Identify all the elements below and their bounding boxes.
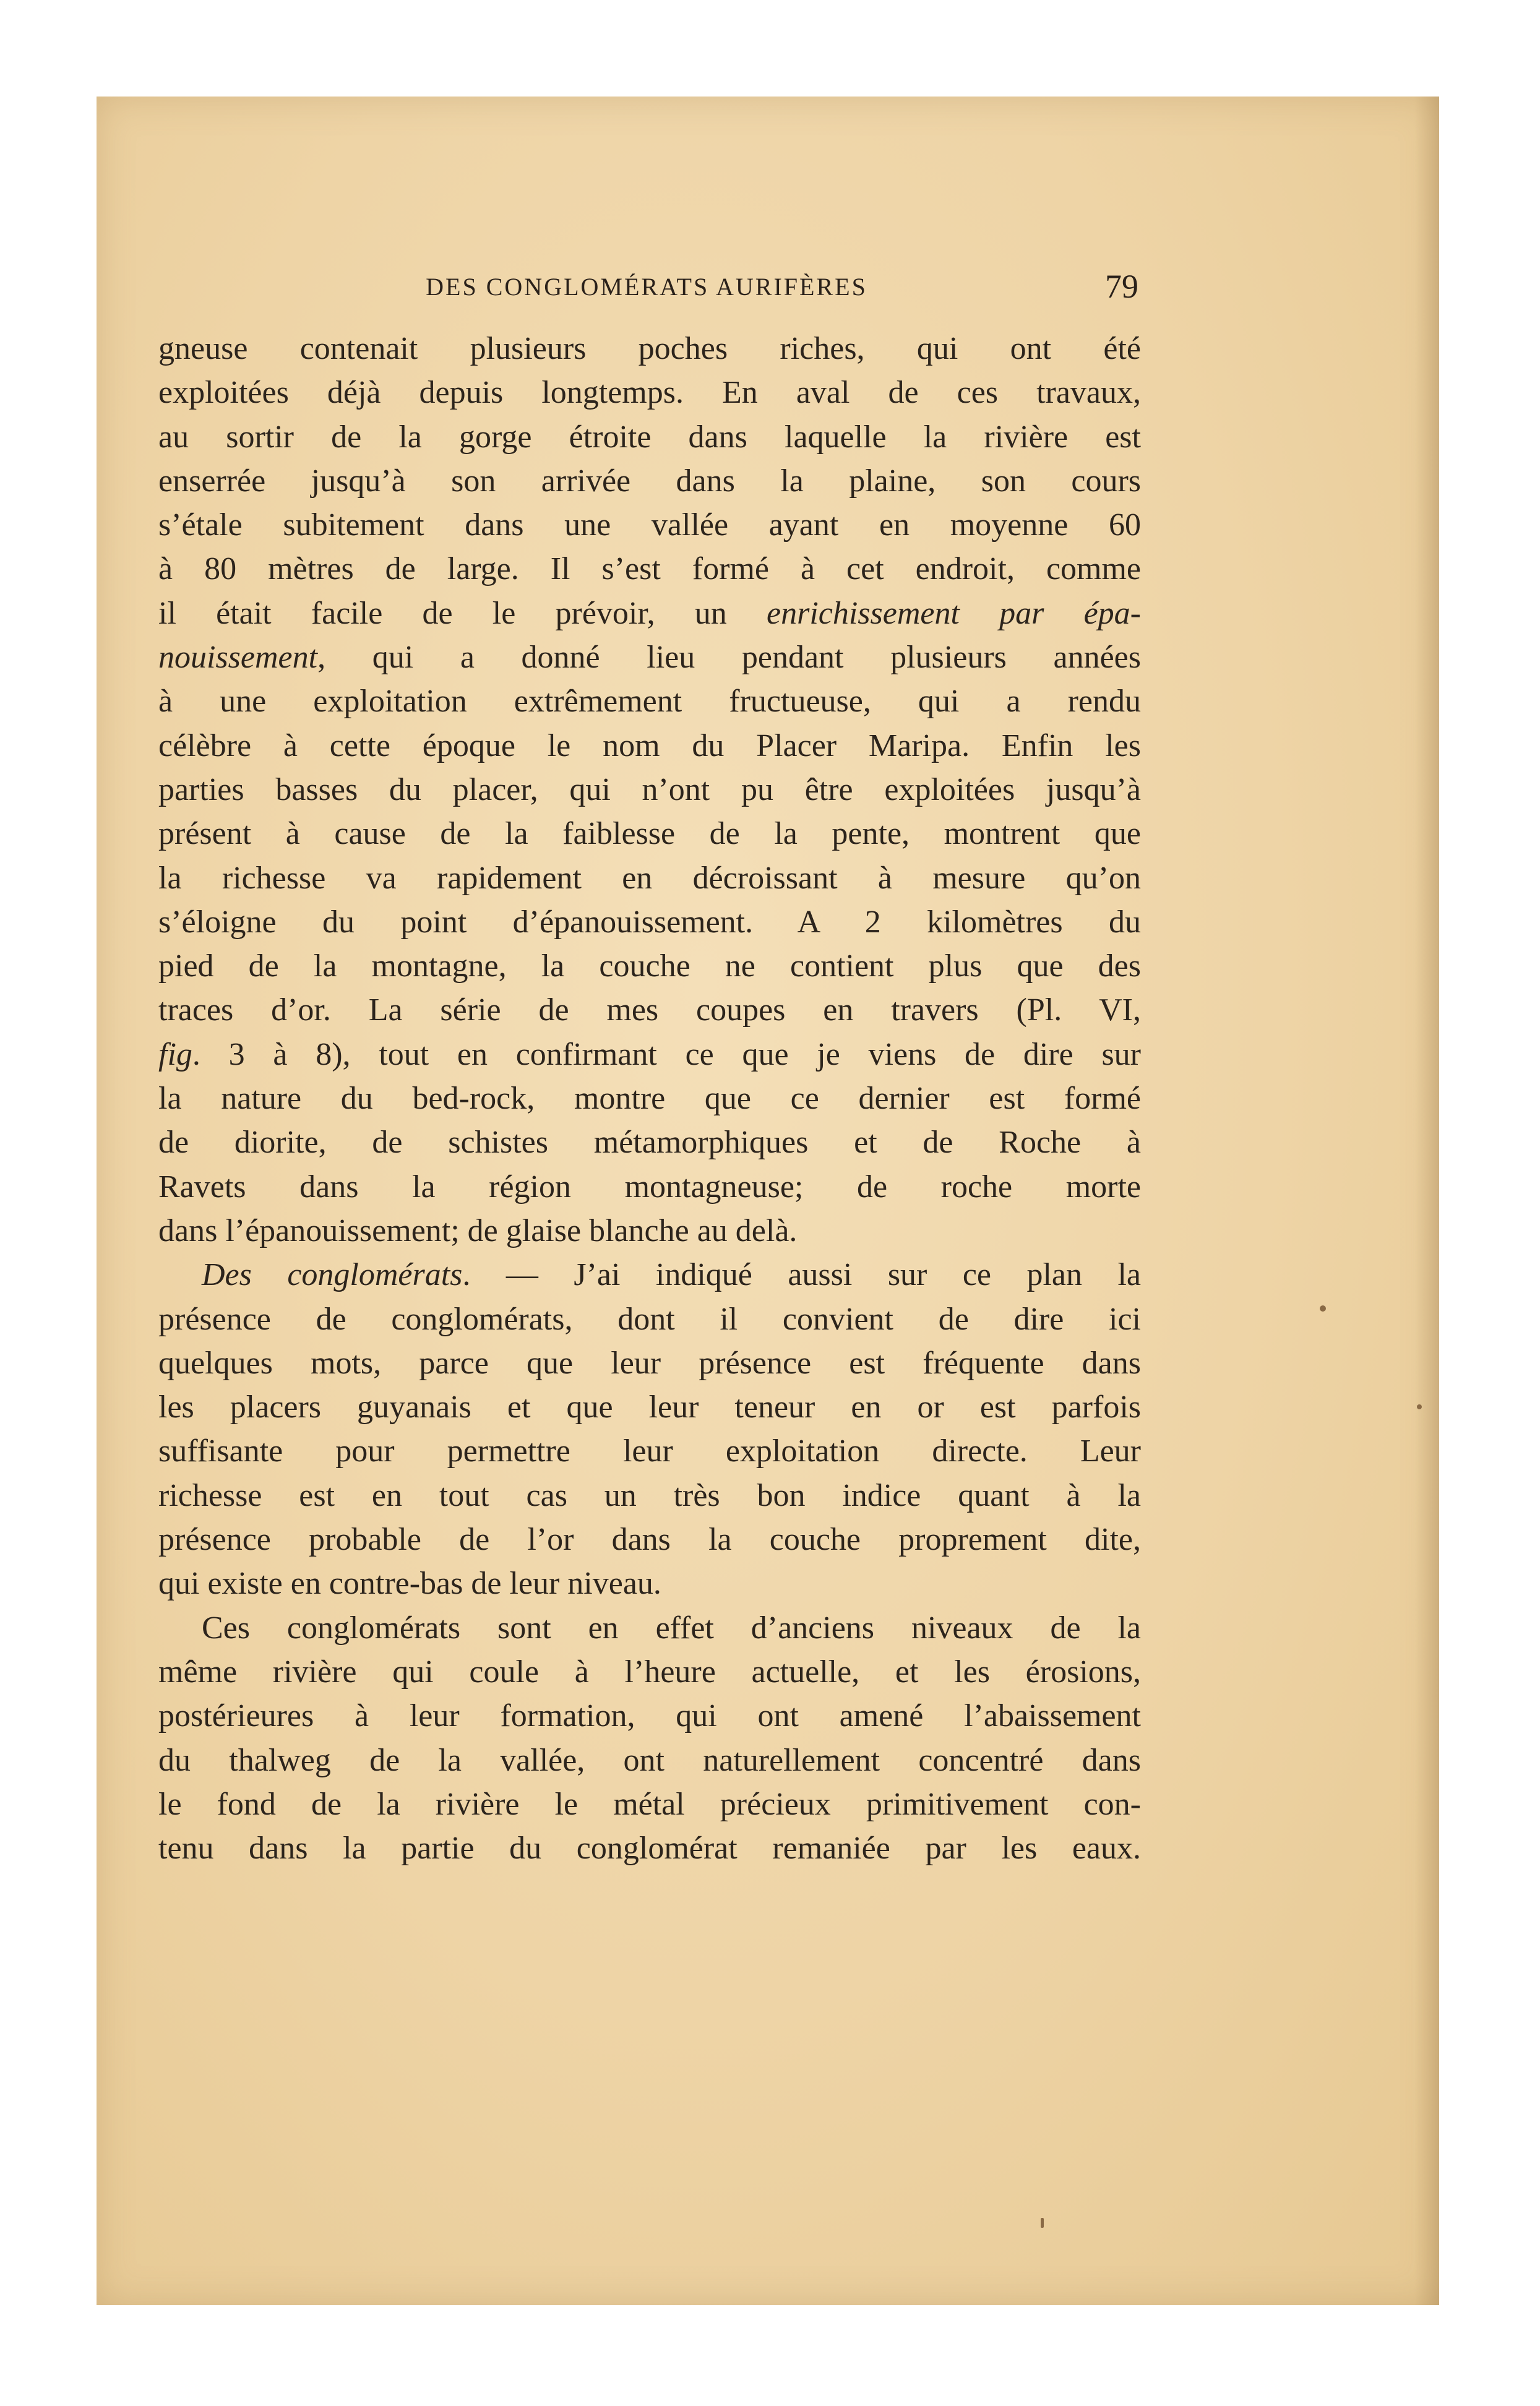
paragraph xyxy=(158,1606,1141,1871)
paper-speck xyxy=(1041,2218,1044,2228)
text-line xyxy=(158,1033,1141,1076)
paper-speck xyxy=(1417,1404,1422,1409)
page-number: 79 xyxy=(1105,268,1138,305)
text-line: gneuse contenait plusieurs poches riches, qui ont été xyxy=(158,331,1141,366)
running-head-title: DES CONGLOMÉRATS AURIFÈRES xyxy=(426,273,867,301)
text-segment: . — J’ai indiqué aussi sur ce plan la xyxy=(462,1257,1141,1293)
text-line: le fond de la rivière le métal précieux primitivement con- xyxy=(158,1786,1141,1822)
text-line: tenu dans la partie du conglomérat remaniée par les eaux. xyxy=(158,1831,1141,1867)
text-segment: , qui a donné lieu pendant plusieurs années xyxy=(317,640,1141,676)
text-line: parties basses du placer, qui n’ont pu être exploitées jusqu’à xyxy=(158,771,1141,807)
text-line: richesse est en tout cas un très bon indice quant à la xyxy=(158,1477,1141,1513)
paragraph xyxy=(158,327,1141,1253)
page-edge-shadow xyxy=(1414,97,1439,2305)
text-line: les placers guyanais et que leur teneur en or est parfois xyxy=(158,1390,1141,1425)
body-text xyxy=(158,327,1141,1870)
text-line: quelques mots, parce que leur présence est fréquente dans xyxy=(158,1345,1141,1381)
text-line: suffisante pour permettre leur exploitation directe. Leur xyxy=(158,1433,1141,1469)
text-line: présence de conglomérats, dont il convient de dire ici xyxy=(158,1301,1141,1337)
text-line xyxy=(158,591,1141,635)
text-line: présent à cause de la faiblesse de la pente, montrent que xyxy=(158,816,1141,852)
text-line: Ravets dans la région montagneuse; de roche morte xyxy=(158,1169,1141,1205)
running-header xyxy=(155,268,1138,316)
text-line: qui existe en contre-bas de leur niveau. xyxy=(158,1566,661,1602)
text-line: pied de la montagne, la couche ne contient plus que des xyxy=(158,948,1141,984)
paragraph xyxy=(158,1253,1141,1605)
text-line: célèbre à cette époque le nom du Placer Maripa. Enfin les xyxy=(158,728,1141,763)
text-line: même rivière qui coule à l’heure actuelle, et les érosions, xyxy=(158,1654,1141,1690)
text-line: s’éloigne du point d’épanouissement. A 2 kilomètres du xyxy=(158,904,1141,940)
text-line: enserrée jusqu’à son arrivée dans la plaine, son cours xyxy=(158,463,1141,499)
italic-text: Des conglomérats xyxy=(202,1257,463,1293)
italic-text: enrichissement par épa- xyxy=(767,595,1141,631)
text-line: exploitées déjà depuis longtemps. En aval de ces travaux, xyxy=(158,375,1141,411)
text-line xyxy=(158,1253,1141,1297)
text-line: de diorite, de schistes métamorphiques et de Roche à xyxy=(158,1125,1141,1161)
text-line: à une exploitation extrêmement fructueuse, qui a rendu xyxy=(158,684,1141,720)
text-line: dans l’épanouissement; de glaise blanche au delà. xyxy=(158,1213,798,1248)
text-line: traces d’or. La série de mes coupes en travers (Pl. VI, xyxy=(158,992,1141,1028)
text-line: à 80 mètres de large. Il s’est formé à cet endroit, comme xyxy=(158,551,1141,587)
italic-text: nouissement xyxy=(158,640,318,676)
text-line xyxy=(158,635,1141,679)
text-line: au sortir de la gorge étroite dans laquelle la rivière est xyxy=(158,419,1141,455)
text-line: s’étale subitement dans une vallée ayant en moyenne 60 xyxy=(158,507,1141,543)
text-segment: . 3 à 8), tout en confirmant ce que je viens de dire sur xyxy=(192,1036,1141,1072)
text-segment: il était facile de le prévoir, un xyxy=(158,595,767,631)
text-line: la richesse va rapidement en décroissant à mesure qu’on xyxy=(158,860,1141,896)
italic-text: fig xyxy=(158,1036,192,1072)
paper-speck xyxy=(1320,1305,1326,1312)
text-line: présence probable de l’or dans la couche proprement dite, xyxy=(158,1522,1141,1558)
text-line: postérieures à leur formation, qui ont amené l’abaissement xyxy=(158,1698,1141,1734)
text-line: Ces conglomérats sont en effet d’anciens niveaux de la xyxy=(202,1610,1141,1646)
text-line: la nature du bed-rock, montre que ce dernier est formé xyxy=(158,1081,1141,1117)
text-line: du thalweg de la vallée, ont naturellement concentré dans xyxy=(158,1742,1141,1778)
